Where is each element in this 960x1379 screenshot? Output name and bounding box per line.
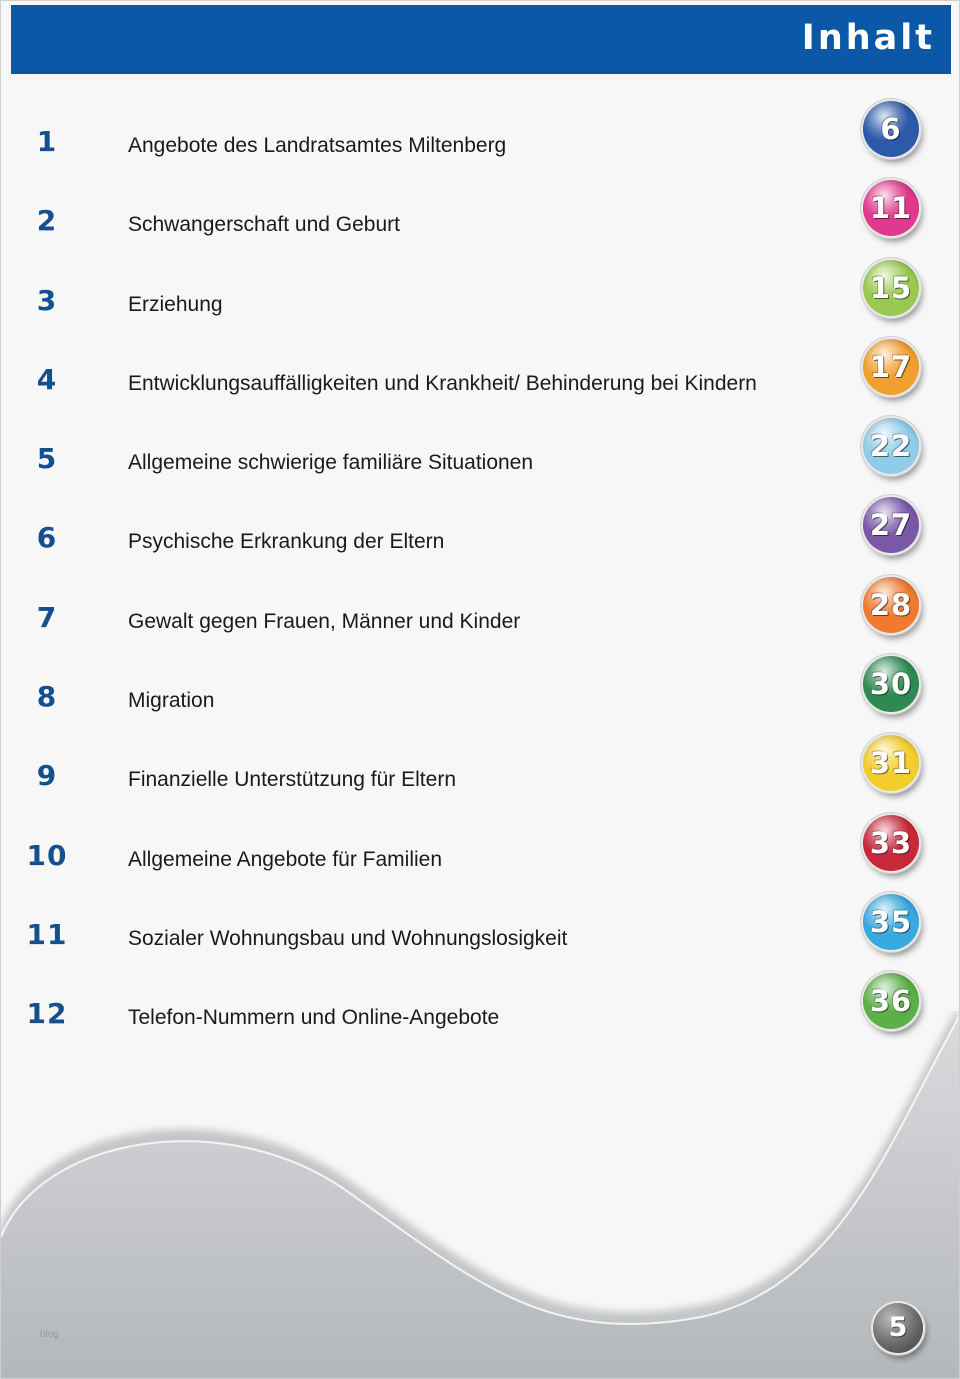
chapter-number: 9 bbox=[36, 759, 58, 793]
chapter-number: 11 bbox=[26, 917, 68, 951]
toc-entry[interactable] bbox=[1, 339, 959, 418]
toc-entry[interactable] bbox=[1, 101, 959, 180]
chapter-title[interactable]: Finanzielle Unterstützung für Eltern bbox=[128, 768, 456, 792]
toc-entry[interactable] bbox=[1, 815, 959, 894]
header-bar bbox=[11, 5, 951, 74]
toc-entry[interactable] bbox=[1, 418, 959, 497]
chapter-title[interactable]: Angebote des Landratsamtes Miltenberg bbox=[128, 134, 507, 157]
chapter-number: 6 bbox=[36, 521, 58, 555]
watermark-text: blog bbox=[40, 1329, 59, 1340]
page-title: Inhalt bbox=[801, 18, 935, 58]
chapter-number: 8 bbox=[36, 680, 58, 714]
toc-entry[interactable] bbox=[1, 180, 959, 259]
chapter-number: 5 bbox=[36, 442, 58, 476]
page-number-badge[interactable]: 17 bbox=[863, 339, 919, 395]
chapter-title[interactable]: Erziehung bbox=[128, 292, 223, 316]
chapter-title[interactable]: Sozialer Wohnungsbau und Wohnungslosigkeit bbox=[128, 926, 568, 950]
page-number-badge[interactable]: 30 bbox=[863, 656, 919, 712]
chapter-title[interactable]: Gewalt gegen Frauen, Männer und Kinder bbox=[128, 609, 521, 633]
page-number-badge[interactable]: 6 bbox=[863, 101, 919, 157]
chapter-number: 10 bbox=[26, 838, 68, 872]
page-number-badge[interactable]: 15 bbox=[863, 260, 919, 316]
chapter-number: 4 bbox=[36, 362, 58, 396]
toc-entry[interactable] bbox=[1, 497, 959, 576]
page-number-badge[interactable]: 22 bbox=[863, 418, 919, 474]
page-number-badge[interactable]: 31 bbox=[863, 735, 919, 791]
toc-entry[interactable] bbox=[1, 656, 959, 735]
chapter-number: 2 bbox=[36, 204, 58, 238]
chapter-number: 3 bbox=[36, 283, 58, 317]
toc-entry[interactable] bbox=[1, 894, 959, 973]
page-number-badge[interactable]: 33 bbox=[863, 815, 919, 871]
chapter-title[interactable]: Telefon-Nummern und Online-Angebote bbox=[128, 1006, 500, 1030]
chapter-number: 7 bbox=[36, 600, 58, 634]
toc-entry[interactable] bbox=[1, 260, 959, 339]
page-number-badge[interactable]: 27 bbox=[863, 497, 919, 553]
page-number-badge[interactable]: 35 bbox=[863, 894, 919, 950]
chapter-title[interactable]: Schwangerschaft und Geburt bbox=[128, 213, 400, 237]
chapter-title[interactable]: Psychische Erkrankung der Eltern bbox=[128, 530, 445, 554]
toc-entry[interactable] bbox=[1, 577, 959, 656]
table-of-contents bbox=[1, 101, 959, 1053]
chapter-title[interactable]: Allgemeine Angebote für Familien bbox=[128, 847, 443, 871]
decorative-wave bbox=[1, 1011, 959, 1378]
page-number-badge[interactable]: 36 bbox=[863, 973, 919, 1029]
chapter-title[interactable]: Allgemeine schwierige familiäre Situationen bbox=[128, 451, 534, 475]
page-number-badge[interactable]: 11 bbox=[863, 180, 919, 236]
chapter-title[interactable]: Entwicklungsauffälligkeiten und Krankheit/ Behinderung bei Kindern bbox=[128, 371, 757, 395]
page-number-badge[interactable]: 28 bbox=[863, 577, 919, 633]
chapter-title[interactable]: Migration bbox=[128, 689, 215, 713]
page-number-badge: 5 bbox=[873, 1303, 923, 1353]
chapter-number: 12 bbox=[26, 997, 68, 1031]
toc-entry[interactable] bbox=[1, 735, 959, 814]
chapter-number: 1 bbox=[36, 125, 58, 158]
